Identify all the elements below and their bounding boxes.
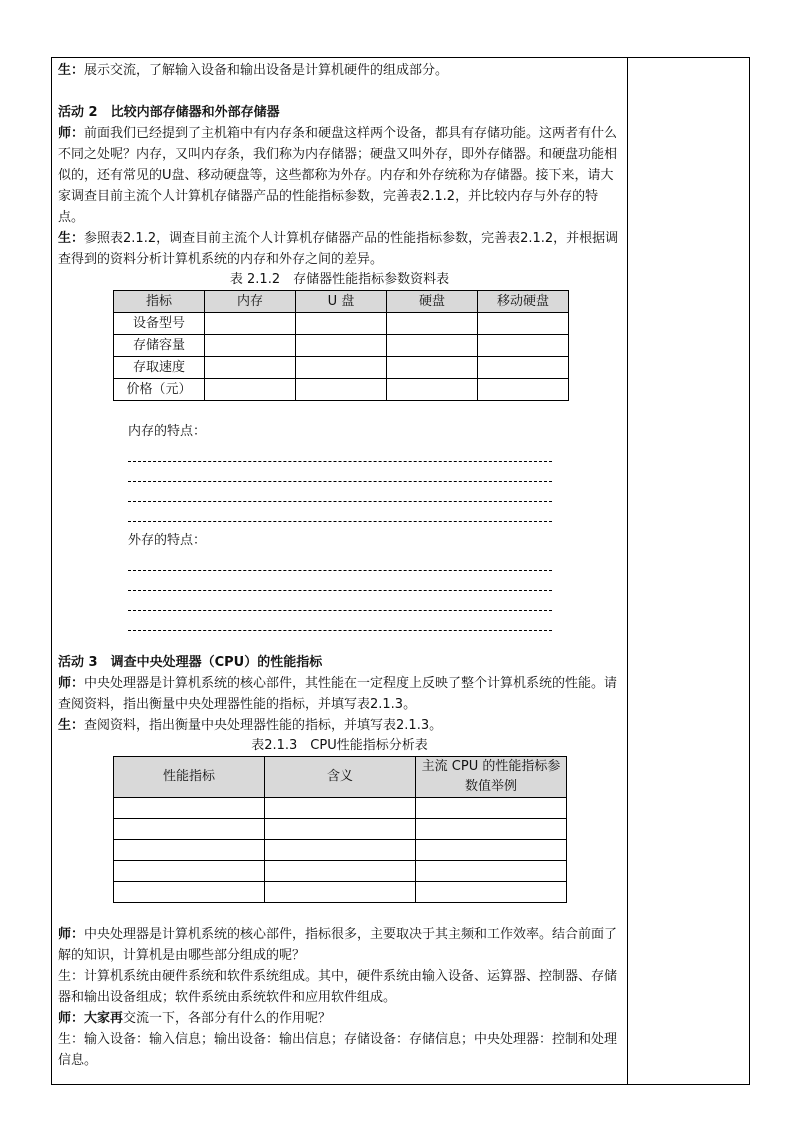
empty-cell[interactable]	[416, 861, 567, 882]
spacer	[58, 903, 621, 924]
table-row	[114, 357, 569, 379]
intro-text: 展示交流，了解输入设备和输出设备是计算机硬件的组成部分。	[84, 63, 449, 78]
table-row	[114, 882, 567, 903]
activity3-teacher	[58, 673, 621, 715]
empty-cell[interactable]	[416, 819, 567, 840]
spacer	[58, 81, 621, 102]
empty-cell[interactable]	[478, 335, 569, 357]
closing-text: 中央处理器是计算机系统的核心部件，指标很多，主要取决于其主频和工作效率。结合前面了解的知识，计算机是由哪些部分组成的呢？	[58, 927, 618, 963]
table-header-cell: 主流 CPU 的性能指标参数值举例	[416, 757, 567, 798]
activity2-student	[58, 228, 621, 270]
table-header-cell: 性能指标	[114, 757, 265, 798]
empty-cell[interactable]	[265, 882, 416, 903]
memory-features-label: 内存的特点：	[128, 424, 207, 439]
table-row	[114, 379, 569, 401]
table-row	[114, 840, 567, 861]
page-frame	[51, 57, 750, 1085]
empty-cell[interactable]	[387, 335, 478, 357]
row-label: 存取速度	[114, 357, 205, 379]
empty-cell[interactable]	[387, 357, 478, 379]
empty-cell[interactable]	[416, 798, 567, 819]
answer-line[interactable]	[128, 482, 552, 502]
closing-student-1: 生：计算机系统由硬件系统和软件系统组成。其中，硬件系统由输入设备、运算器、控制器、存储器和输出设备组成；软件系统由系统软件和应用软件组成。	[58, 969, 618, 1005]
closing-teacher-2	[58, 1008, 621, 1029]
closing-text: 交流一下，各部分有什么的作用呢？	[123, 1011, 332, 1026]
table-header-row	[114, 291, 569, 313]
table213-caption: 表2.1.3 CPU性能指标分析表	[251, 738, 428, 753]
table-header-cell: 含义	[265, 757, 416, 798]
closing-teacher-1	[58, 924, 621, 966]
column-divider	[627, 58, 628, 1084]
table-row	[114, 313, 569, 335]
empty-cell[interactable]	[296, 357, 387, 379]
empty-cell[interactable]	[114, 819, 265, 840]
memory-features-block	[128, 421, 621, 522]
activity2-teacher	[58, 123, 621, 228]
answer-line[interactable]	[128, 502, 552, 522]
empty-cell[interactable]	[478, 379, 569, 401]
student-label: 生：	[58, 231, 85, 246]
answer-line[interactable]	[128, 591, 552, 611]
table-header-cell: U 盘	[296, 291, 387, 313]
table-header-cell: 内存	[205, 291, 296, 313]
teacher-text: 前面我们已经提到了主机箱中有内存条和硬盘这样两个设备，都具有存储功能。这两者有什么不同之处呢？内存，又叫内存条，我们称为内存储器；硬盘又叫外存，即外存储器。和硬盘功能相似的，还有常见的U盘、移动硬盘等，这些都称为外存。内存和外存统称为存储器。接下来，请大家调查目前主流个人计算机存储器产品的性能指标参数，完善表2.1.2，并比较内存与外存的特点。	[58, 126, 618, 225]
spacer	[58, 631, 621, 652]
storage-spec-table	[113, 290, 569, 401]
table-header-row	[114, 757, 567, 798]
cpu-spec-table	[113, 756, 567, 903]
empty-cell[interactable]	[416, 882, 567, 903]
row-label: 存储容量	[114, 335, 205, 357]
table-header-cell: 硬盘	[387, 291, 478, 313]
empty-cell[interactable]	[416, 840, 567, 861]
empty-cell[interactable]	[296, 313, 387, 335]
empty-cell[interactable]	[114, 882, 265, 903]
empty-cell[interactable]	[114, 861, 265, 882]
answer-line[interactable]	[128, 571, 552, 591]
empty-cell[interactable]	[478, 313, 569, 335]
student-text: 查阅资料，指出衡量中央处理器性能的指标，并填写表2.1.3。	[84, 718, 443, 733]
row-label: 设备型号	[114, 313, 205, 335]
table-row	[114, 819, 567, 840]
activity3-student	[58, 715, 621, 736]
teacher-label: 师：	[58, 126, 85, 141]
external-features-label: 外存的特点：	[128, 533, 207, 548]
empty-cell[interactable]	[387, 313, 478, 335]
empty-cell[interactable]	[205, 379, 296, 401]
external-features-block	[128, 530, 621, 631]
empty-cell[interactable]	[114, 798, 265, 819]
empty-cell[interactable]	[265, 819, 416, 840]
empty-cell[interactable]	[265, 861, 416, 882]
student-text: 参照表2.1.2，调查目前主流个人计算机存储器产品的性能指标参数，完善表2.1.2，并根据调查得到的资料分析计算机系统的内存和外存之间的差异。	[58, 231, 619, 267]
empty-cell[interactable]	[387, 379, 478, 401]
empty-cell[interactable]	[205, 357, 296, 379]
answer-line[interactable]	[128, 611, 552, 631]
answer-line[interactable]	[128, 551, 552, 571]
table-row	[114, 798, 567, 819]
empty-cell[interactable]	[296, 379, 387, 401]
table212-caption: 表 2.1.2 存储器性能指标参数资料表	[229, 272, 450, 287]
empty-cell[interactable]	[114, 840, 265, 861]
answer-line[interactable]	[128, 442, 552, 462]
empty-cell[interactable]	[265, 840, 416, 861]
answer-line[interactable]	[128, 462, 552, 482]
teacher-text: 中央处理器是计算机系统的核心部件，其性能在一定程度上反映了整个计算机系统的性能。请查阅资料，指出衡量中央处理器性能的指标，并填写表2.1.3。	[58, 676, 618, 712]
empty-cell[interactable]	[205, 313, 296, 335]
table-row	[114, 861, 567, 882]
table-header-cell: 移动硬盘	[478, 291, 569, 313]
activity2-title: 活动 2 比较内部存储器和外部存储器	[58, 105, 280, 120]
empty-cell[interactable]	[265, 798, 416, 819]
teacher-label: 师：	[58, 927, 85, 942]
activity3-title: 活动 3 调查中央处理器（CPU）的性能指标	[58, 655, 323, 670]
intro-label: 生：	[58, 63, 85, 78]
empty-cell[interactable]	[478, 357, 569, 379]
empty-cell[interactable]	[296, 335, 387, 357]
main-content	[58, 58, 621, 1071]
student-label: 生：	[58, 718, 85, 733]
empty-cell[interactable]	[205, 335, 296, 357]
table-row	[114, 335, 569, 357]
row-label: 价格（元）	[114, 379, 205, 401]
intro-line	[58, 60, 621, 81]
teacher-label: 师：大家再	[58, 1011, 124, 1026]
table-header-cell: 指标	[114, 291, 205, 313]
closing-student-2: 生：输入设备：输入信息；输出设备：输出信息；存储设备：存储信息；中央处理器：控制和处理信息。	[58, 1032, 618, 1068]
teacher-label: 师：	[58, 676, 85, 691]
